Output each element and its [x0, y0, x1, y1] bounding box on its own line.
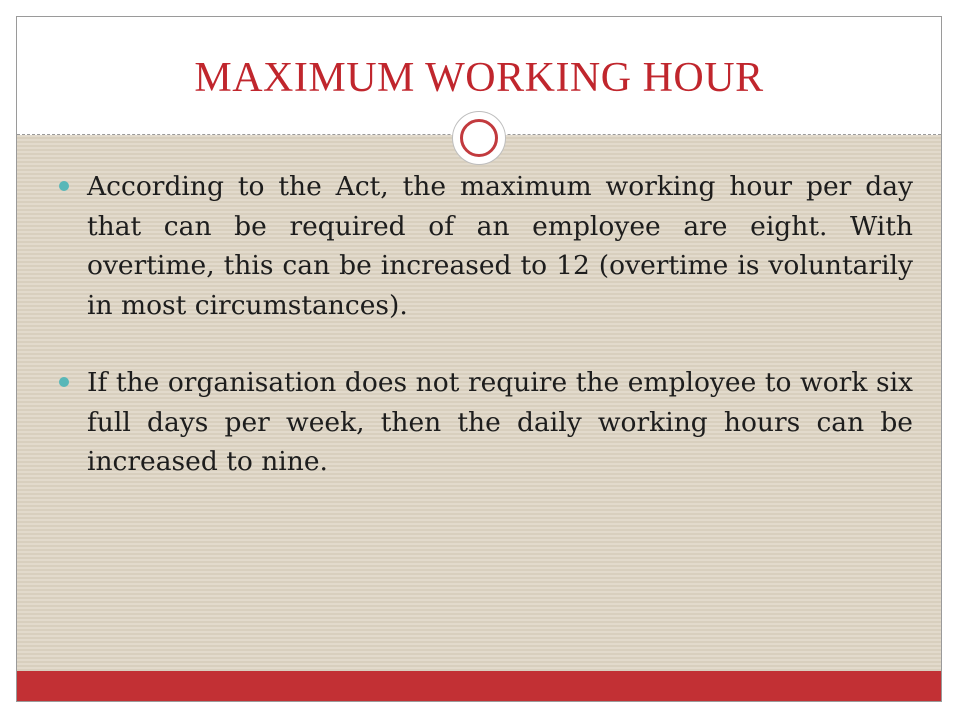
bullet-dot-icon: [59, 377, 69, 387]
bullet-list: [51, 167, 913, 520]
bullet-dot-icon: [59, 181, 69, 191]
list-item: [51, 363, 913, 482]
circle-ring-icon: [453, 112, 505, 164]
bullet-text: According to the Act, the maximum working hour per day that can be required of an employee are eight. With overtime, this can be increased to 12 (overtime is voluntarily in most circumstances).: [87, 171, 913, 321]
ring-inner: [460, 119, 498, 157]
slide-title: MAXIMUM WORKING HOUR: [194, 55, 764, 101]
slide-frame: [16, 16, 942, 702]
list-item: [51, 167, 913, 325]
bottom-accent-bar: [17, 671, 941, 702]
bullet-text: If the organisation does not require the employee to work six full days per week, then the daily working hours can be increased to nine.: [87, 367, 913, 477]
